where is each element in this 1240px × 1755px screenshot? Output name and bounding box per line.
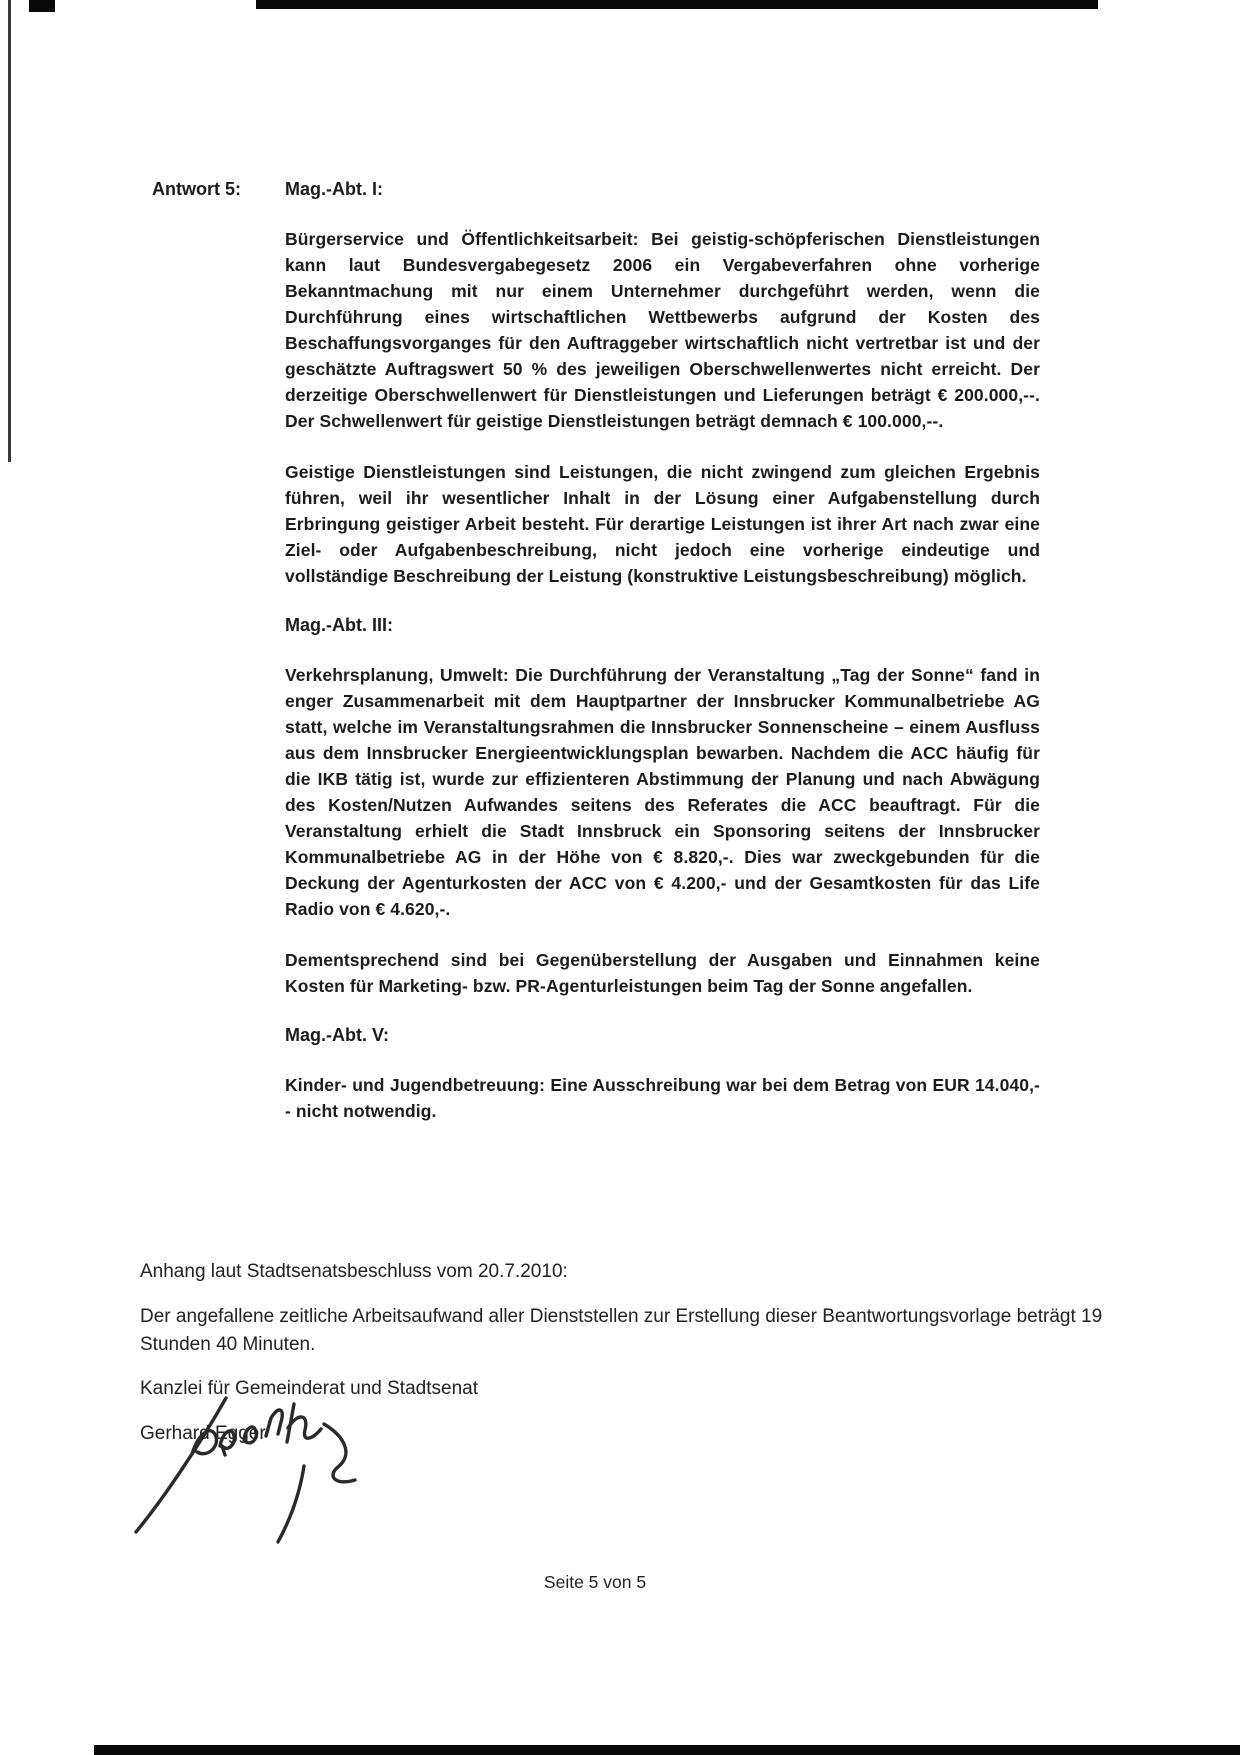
attachment-note: Anhang laut Stadtsenatsbeschluss vom 20.7.2010:	[140, 1261, 568, 1282]
paragraph-dementsprechend: Dementsprechend sind bei Gegenüberstellung der Ausgaben und Einnahmen keine Kosten für Marketing- bzw. PR-Agenturleistungen beim Tag der Sonne angefallen.	[285, 950, 1040, 996]
page-indicator: Seite 5 von 5	[543, 1572, 647, 1592]
section-heading-mag-abt-1: Mag.-Abt. I:	[285, 179, 383, 199]
section-heading-mag-abt-3: Mag.-Abt. III:	[285, 615, 393, 635]
paragraph-geistige-dienstleistungen: Geistige Dienstleistungen sind Leistungen, die nicht zwingend zum gleichen Ergebnis führen, weil ihr wesentlicher Inhalt in der Lösung einer Aufgabenstellung durch Erbringung geistiger Arbeit besteht. Für derartige Leistungen ist ihrer Art nach zwar eine Ziel- oder Aufgabenbeschreibung, nicht jedoch eine vorherige eindeutige und vollständige Beschreibung der Leistung (konstruktive Leistungsbeschreibung) möglich.	[285, 462, 1040, 586]
paragraph-kinder-jugendbetreuung: Kinder- und Jugendbetreuung: Eine Ausschreibung war bei dem Betrag von EUR 14.040,-- nicht notwendig.	[285, 1075, 1040, 1121]
office-name: Kanzlei für Gemeinderat und Stadtsenat	[140, 1378, 478, 1399]
scan-artifact-top-bar	[256, 0, 1098, 9]
answer-content	[152, 176, 1040, 1149]
answer-header-row	[152, 176, 1040, 202]
section-heading-mag-abt-5: Mag.-Abt. V:	[285, 1025, 389, 1045]
scan-artifact-bottom-bar	[94, 1745, 1240, 1755]
scan-artifact-left-edge-line	[8, 0, 11, 462]
handwritten-signature	[128, 1382, 418, 1552]
paragraph-buergerservice: Bürgerservice und Öffentlichkeitsarbeit: Bei geistig-schöpferischen Dienstleistungen kann laut Bundesvergabegesetz 2006 ein Vergabeverfahren ohne vorherige Bekanntmachung mit nur einem Unternehmer durchgeführt werden, wenn die Durchführung eines wirtschaftlichen Wettbewerbs aufgrund der Kosten des Beschaffungsvorganges für den Auftraggeber wirtschaftlich nicht vertretbar ist und der geschätzte Auftragswert 50 % des jeweiligen Oberschwellenwertes nicht erreicht. Der derzeitige Oberschwellenwert für Dienstleistungen und Lieferungen beträgt € 200.000,--. Der Schwellenwert für geistige Dienstleistungen beträgt demnach € 100.000,--.	[285, 229, 1040, 431]
signature-icon	[128, 1382, 418, 1552]
answer-label: Antwort 5:	[152, 179, 241, 199]
paragraph-verkehrsplanung: Verkehrsplanung, Umwelt: Die Durchführung der Veranstaltung „Tag der Sonne“ fand in enger Zusammenarbeit mit dem Hauptpartner der Innsbrucker Kommunalbetriebe AG statt, welche im Veranstaltungsrahmen die Innsbrucker Sonnenscheine – einem Ausfluss aus dem Innsbrucker Energieentwicklungsplan bewarben. Nachdem die ACC häufig für die IKB tätig ist, wurde zur effizienteren Abstimmung der Planung und nach Abwägung des Kosten/Nutzen Aufwandes seitens des Referates die ACC beauftragt. Für die Veranstaltung erhielt die Stadt Innsbruck ein Sponsoring seitens der Innsbrucker Kommunalbetriebe AG in der Höhe von € 8.820,-. Dies war zweckgebunden für die Deckung der Agenturkosten der ACC von € 4.200,- und der Gesamtkosten für das Life Radio von € 4.620,-.	[285, 665, 1040, 919]
effort-note: Der angefallene zeitliche Arbeitsaufwand aller Dienststellen zur Erstellung dieser Beantwortungsvorlage beträgt 19 Stunden 40 Minuten.	[140, 1306, 1103, 1355]
scan-artifact-top-left-mark	[29, 0, 55, 12]
signer-name: Gerhard Egger	[140, 1423, 266, 1444]
